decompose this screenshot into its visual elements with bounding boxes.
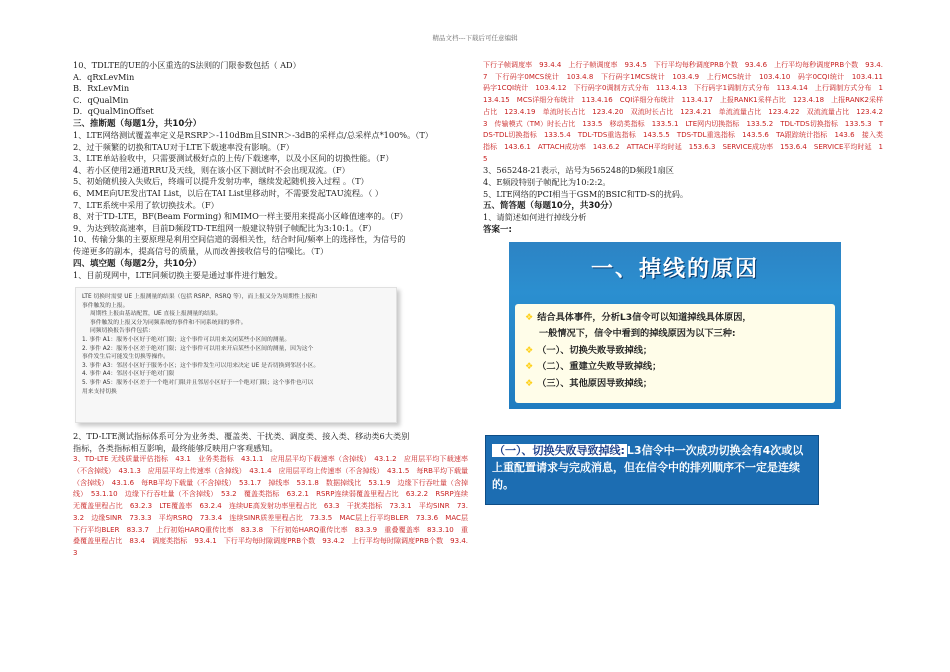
section-5-heading: 五、简答题（每题10分，共30分） — [483, 201, 618, 212]
slide-item: ❖ （三）、其他原因导致掉线； — [525, 378, 653, 390]
left-column — [73, 60, 468, 560]
option-b: B．RxLevMin — [73, 83, 130, 94]
answer-label: 答案一: — [483, 224, 512, 235]
option-c: C．qQualMin — [73, 94, 129, 105]
index-list-red-left: 3、TD-LTE 无线质量评估指标 43.1 业务类指标 43.1.1 应用层平均下载速率（含掉线） 43.1.2 应用层平均下载速率（不含掉线） 43.1.3 应用层平均上传速率（含掉线） 43.1.4 应用层平均上传速率（不含掉线） 43.1.5 每RB平均下载量（含掉线） 43.1.6 每RB平均下载量（不含掉线） 53.1.7 掉线率 53.1.8 数据掉线比 53.1.9 边缘下行吞吐量（含掉线） 53.1.10 边缘下行吞吐量（不含掉线） 53.2 覆盖类指标 63.2.1 RSRP连续弱覆盖里程占比 63.2.2 RSRP连续无覆盖里程占比 63.2.3 LTE覆盖率 63.2.4 连续UE高发射功率里程占比 63.3 干扰类指标 73.3.1 平均SINR 73.3.2 边缘SINR 73.3.3 平均RSRQ 73.3.4 连续SINR质差里程占比 73.3.5 MAC层上行平均BLER 73.3.6 MAC层下行平均BLER 83.3.7 上行初始HARQ重传比率 83.3.8 下行初始HARQ重传比率 83.3.9 重叠覆盖率 83.3.10 重叠覆盖里程占比 83.4 调度类指标 93.4.1 下行平均每时隙调度PRB个数 93.4.2 上行平均每时隙调度PRB个数 93.4.3 — [73, 455, 468, 557]
diamond-bullet-icon: ❖ — [525, 378, 534, 390]
option-d: D．qQualMinOffset — [73, 106, 154, 117]
quote-line: 4. 事件 A4：邻居小区好于绝对门限 — [82, 371, 175, 378]
fill-item-2b: 指标，各类指标相互影响，最终能够反映用户客观感知。 — [73, 442, 278, 453]
fill-item-3: 3、565248-21表示，站号为565248的D频段1扇区 — [483, 165, 674, 176]
slide2-highlight: （一）、切换失败导致掉线: — [494, 443, 625, 457]
judge-item: 2、过于频繁的切换和TAU对于LTE下载速率没有影响。（F） — [73, 141, 294, 152]
slide-item: ❖ （二）、重建立失败导致掉线； — [525, 361, 662, 373]
fill-item-5: 5、LTE网络的PCI相当于GSM的BSIC和TD-S的扰码。 — [483, 188, 689, 199]
judge-item: 传递更多的副本，提高信号的质量，从而改善接收信号的信噪比。（T） — [73, 245, 329, 256]
quote-line: LTE 切换时需要 UE 上报测量的结果（包括 RSRP、RSRQ 等），而上报又分为周期性上报和 — [82, 294, 318, 301]
diamond-bullet-icon: ❖ — [525, 361, 534, 373]
fill-item-2a: 2、TD-LTE测试指标体系可分为业务类、覆盖类、干扰类、调度类、接入类、移动类6大类别 — [73, 431, 410, 442]
quote-line: 事件发生后可能发生切换等操作。 — [82, 354, 169, 361]
quote-line: 5. 事件 A5：服务小区差于一个绝对门限并且邻居小区好于一个绝对门限；这个事件也可以 — [82, 380, 314, 387]
judge-item: 6、MME向UE发出TAI List，以后在TAI List里移动时，不需要发起TAU流程。（ ） — [73, 187, 384, 198]
judge-item: 4、若小区使用2通道RRU及天线，则在该小区下测试时不会出现双流。（F） — [73, 164, 350, 175]
judge-item: 9、为达到较高速率，目前D频段TD-TE组网一般建议特别子帧配比为3:10:1。（F） — [73, 222, 377, 233]
handover-events-quote-image — [75, 287, 397, 423]
quote-line: 周期性上报由基站配置，UE 直接上报测量的结果。 — [90, 311, 222, 318]
slide-item: ❖ （一）、切换失败导致掉线； — [525, 344, 653, 356]
judge-item: 8、对于TD-LTE，BF(Beam Forming) 和MIMO一样主要用来提高小区峰值速率的。（F） — [73, 211, 408, 222]
slide2-text — [492, 442, 812, 493]
quote-line: 事件触发的上报又分为同频系统的事件和不同系统间的事件。 — [90, 319, 247, 326]
section-3-heading: 三、推断题（每题1分，共10分） — [73, 118, 202, 129]
page-header: 精品文档---下载后可任意编辑 — [432, 34, 518, 42]
slide-content-box — [515, 304, 835, 403]
section-4-heading: 四、填空题（每题2分，共10分） — [73, 258, 202, 269]
quote-line: 2. 事件 A2：服务小区差于绝对门限；这个事件可以用来开启某些小区间的测量，因为这个 — [82, 345, 314, 352]
fill-item-4: 4、E频段特别子帧配比为10:2:2。 — [483, 176, 611, 187]
diamond-bullet-icon: ❖ — [525, 344, 534, 356]
quote-line: 事件触发的上报。 — [82, 302, 129, 309]
option-a: A．qRxLevMin — [73, 71, 135, 82]
judge-item: 3、LTE单站验收中，只需要测试极好点的上传/下载速率，以及小区间的切换性能。（F） — [73, 153, 394, 164]
judge-item: 10、传输分集的主要原理是利用空间信道的弱相关性，结合时间/频率上的选择性，为信号的 — [73, 234, 406, 245]
quote-line: 1. 事件 A1：服务小区好于绝对门限；这个事件可以用来关闭某些小区间的测量。 — [82, 337, 291, 344]
slide2-body: L3信令中一次成功切换会有4次或以上重配置请求与完成消息，但在信令中的排列顺序不一定是连续的。 — [492, 443, 804, 491]
slide-line: ❖ 结合具体事件，分析L3信令可以知道掉线具体原因， — [525, 311, 752, 323]
short-answer-question-1: 1、请简述如何进行掉线分析 — [483, 212, 587, 223]
fill-item-1: 1、目前现网中，LTE同频切换主要是通过事件进行触发。 — [73, 269, 283, 280]
question-10: 10、TDLTE的UE的小区重选的S法则的门限参数包括（ AD） — [73, 60, 301, 70]
index-list-red-right: 下行子帧调度率 93.4.4 上行子帧调度率 93.4.5 下行平均每秒调度PRB个数 93.4.6 上行平均每秒调度PRB个数 93.4.7 下行码字0MCS统计 103.4.8 下行码字1MCS统计 103.4.9 上行MCS统计 103.4.10 码字0CQI统计 103.4.11 码字1CQI统计 103.4.12 下行码字0调制方式分布 113.4.13 下行码字1调制方式分布 113.4.14 上行调制方式分布 113.4.15 MCS详细分布统计 113.4.16 CQI详细分布统计 113.4.17 上报RANK1采样占比 123.4.18 上报RANK2采样占比 123.4.19 单流时长占比 123.4.20 双流时长占比 123.4.21 单流流量占比 123.4.22 双流流量占比 123.4.23 传输模式（TM）时长占比 133.5 移动类指标 133.5.1 LTE网内切换指标 133.5.2 TDL-TDS切换指标 133.5.3 TDS-TDL切换指标 133.5.4 TDL-TDS重选指标 143.5.5 TDS-TDL重选指标 143.5.6 TA跟踪统计指标 143.6 接入类指标 143.6.1 ATTACH成功率 143.6.2 ATTACH平均时延 153.6.3 SERVICE成功率 153.6.4 SERVICE平均时延 15 — [483, 61, 890, 163]
quote-line: 同频切换报告事件包括： — [90, 328, 154, 335]
diamond-bullet-icon: ❖ — [525, 311, 534, 323]
judge-item: 7、LTE系统中采用了软切换技术。（F） — [73, 199, 219, 210]
judge-item: 1、LTE网络测试覆盖率定义是RSRP＞-110dBm且SINR＞-3dB的采样点/总采样点*100%。（T） — [73, 129, 433, 140]
slide-title: 一、掉线的原因 — [590, 256, 759, 282]
quote-line: 用来支持切换 — [82, 388, 117, 395]
quote-line: 3. 事件 A3：邻居小区好于服务小区；这个事件发生可以用来决定 UE 是否切换到邻居小区。 — [82, 362, 320, 369]
slide-handover-failure — [485, 435, 819, 505]
slide-line: 一般情况下，信令中看到的掉线原因为以下三种: — [539, 328, 736, 340]
judge-item: 5、初始随机接入失败后，终端可以提升发射功率，继续发起随机接入过程 。（T） — [73, 176, 369, 187]
slide-drop-causes — [509, 242, 841, 409]
right-column — [483, 60, 890, 505]
